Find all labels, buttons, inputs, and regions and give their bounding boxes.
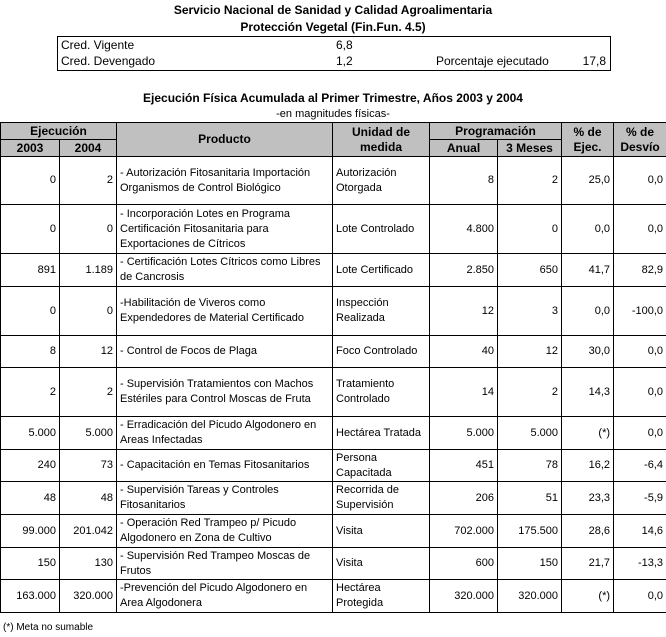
cell-unidad: Tratamiento Controlado <box>333 368 430 417</box>
table-title: Ejecución Física Acumulada al Primer Trimestre, Años 2003 y 2004 <box>143 91 523 105</box>
cell-pct-ejec: 16,2 <box>562 450 614 482</box>
cell-pct-ejec: 0,0 <box>562 287 614 336</box>
cell-2003: 5.000 <box>1 417 60 450</box>
table-row <box>1 205 666 254</box>
col-anual: Anual <box>430 140 498 157</box>
cell-3-meses: 51 <box>498 482 562 515</box>
cell-anual: 14 <box>430 368 498 417</box>
cell-pct-desvio: -6,4 <box>614 450 666 482</box>
cell-pct-ejec: 30,0 <box>562 336 614 368</box>
cell-unidad: Hectárea Tratada <box>333 417 430 450</box>
cell-anual: 320.000 <box>430 580 498 613</box>
cell-producto: - Control de Focos de Plaga <box>117 336 333 368</box>
cell-pct-ejec: (*) <box>562 580 614 613</box>
cell-pct-desvio: 14,6 <box>614 515 666 548</box>
cell-2003: 0 <box>1 287 60 336</box>
cell-3-meses: 320.000 <box>498 580 562 613</box>
cell-2003: 0 <box>1 205 60 254</box>
col-unidad: Unidad de medida <box>333 123 430 157</box>
cell-anual: 702.000 <box>430 515 498 548</box>
cell-unidad: Foco Controlado <box>333 336 430 368</box>
cell-pct-ejec: 0,0 <box>562 205 614 254</box>
cell-anual: 40 <box>430 336 498 368</box>
cell-anual: 2.850 <box>430 254 498 287</box>
col-3-meses: 3 Meses <box>498 140 562 157</box>
table-row <box>1 580 666 613</box>
cell-pct-desvio: 0,0 <box>614 205 666 254</box>
col-pct-desvio: % de Desvío <box>614 123 666 157</box>
execution-table <box>0 122 666 613</box>
credit-summary-box <box>57 36 611 71</box>
cell-producto: -Prevención del Picudo Algodonero en Area Algodonera <box>117 580 333 613</box>
cell-producto: - Capacitación en Temas Fitosanitarios <box>117 450 333 482</box>
cell-unidad: Persona Capacitada <box>333 450 430 482</box>
cell-anual: 206 <box>430 482 498 515</box>
col-producto: Producto <box>117 123 333 157</box>
cell-pct-desvio: 82,9 <box>614 254 666 287</box>
cell-3-meses: 2 <box>498 368 562 417</box>
table-row <box>1 450 666 482</box>
cell-2004: 130 <box>60 548 117 580</box>
table-row <box>1 548 666 580</box>
cell-pct-ejec: 28,6 <box>562 515 614 548</box>
col-2004: 2004 <box>60 140 117 157</box>
cell-pct-desvio: 0,0 <box>614 368 666 417</box>
cell-3-meses: 2 <box>498 157 562 205</box>
cell-unidad: Lote Controlado <box>333 205 430 254</box>
cred-vigente-label: Cred. Vigente <box>61 38 135 52</box>
program-title: Protección Vegetal (Fin.Fun. 4.5) <box>240 20 426 34</box>
cell-anual: 451 <box>430 450 498 482</box>
col-pct-ejec: % de Ejec. <box>562 123 614 157</box>
report-title: Servicio Nacional de Sanidad y Calidad Agroalimentaria <box>173 3 493 17</box>
cell-2004: 5.000 <box>60 417 117 450</box>
cell-unidad: Hectárea Protegida <box>333 580 430 613</box>
cell-pct-ejec: 41,7 <box>562 254 614 287</box>
cell-pct-ejec: 21,7 <box>562 548 614 580</box>
cell-pct-desvio: -100,0 <box>614 287 666 336</box>
cell-2003: 99.000 <box>1 515 60 548</box>
table-row <box>1 287 666 336</box>
cell-2004: 2 <box>60 368 117 417</box>
cell-3-meses: 650 <box>498 254 562 287</box>
col-ejecucion: Ejecución <box>1 123 117 140</box>
cell-unidad: Inspección Realizada <box>333 287 430 336</box>
cell-producto: - Operación Red Trampeo p/ Picudo Algodonero en Zona de Cultivo <box>117 515 333 548</box>
cell-2003: 0 <box>1 157 60 205</box>
table-row <box>1 254 666 287</box>
cred-devengado-value: 1,2 <box>336 54 353 68</box>
cell-pct-ejec: 23,3 <box>562 482 614 515</box>
cell-2004: 201.042 <box>60 515 117 548</box>
cell-pct-desvio: 0,0 <box>614 157 666 205</box>
cell-pct-desvio: -13,3 <box>614 548 666 580</box>
cell-unidad: Visita <box>333 548 430 580</box>
cell-unidad: Visita <box>333 515 430 548</box>
cell-producto: -Habilitación de Viveros como Expendedores de Material Certificado <box>117 287 333 336</box>
cell-unidad: Lote Certificado <box>333 254 430 287</box>
porcentaje-label: Porcentaje ejecutado <box>436 54 549 68</box>
cell-3-meses: 175.500 <box>498 515 562 548</box>
cell-2004: 73 <box>60 450 117 482</box>
cell-3-meses: 0 <box>498 205 562 254</box>
cell-pct-desvio: 0,0 <box>614 336 666 368</box>
cell-2004: 12 <box>60 336 117 368</box>
cell-2004: 1.189 <box>60 254 117 287</box>
cred-devengado-label: Cred. Devengado <box>61 54 156 68</box>
cell-anual: 5.000 <box>430 417 498 450</box>
cell-2004: 0 <box>60 287 117 336</box>
cell-2003: 8 <box>1 336 60 368</box>
cell-3-meses: 12 <box>498 336 562 368</box>
porcentaje-value: 17,8 <box>582 54 606 68</box>
cell-3-meses: 3 <box>498 287 562 336</box>
cell-producto: - Certificación Lotes Cítricos como Libres de Cancrosis <box>117 254 333 287</box>
table-row <box>1 368 666 417</box>
cell-3-meses: 5.000 <box>498 417 562 450</box>
col-2003: 2003 <box>1 140 60 157</box>
cell-producto: - Supervisión Red Trampeo Moscas de Frutos <box>117 548 333 580</box>
cell-2003: 150 <box>1 548 60 580</box>
cell-2004: 0 <box>60 205 117 254</box>
cell-pct-desvio: -5,9 <box>614 482 666 515</box>
cell-2003: 240 <box>1 450 60 482</box>
cell-unidad: Recorrida de Supervisión <box>333 482 430 515</box>
cell-producto: - Incorporación Lotes en Programa Certificación Fitosanitaria para Exportaciones de Cítricos <box>117 205 333 254</box>
cell-pct-ejec: 25,0 <box>562 157 614 205</box>
table-row <box>1 482 666 515</box>
cred-vigente-value: 6,8 <box>336 38 353 52</box>
table-row <box>1 336 666 368</box>
cell-producto: - Supervisión Tratamientos con Machos Estériles para Control Moscas de Fruta <box>117 368 333 417</box>
cell-2004: 2 <box>60 157 117 205</box>
cell-pct-ejec: (*) <box>562 417 614 450</box>
cell-2003: 48 <box>1 482 60 515</box>
footnote: (*) Meta no sumable <box>3 622 94 633</box>
cell-unidad: Autorización Otorgada <box>333 157 430 205</box>
cell-2003: 2 <box>1 368 60 417</box>
cell-anual: 8 <box>430 157 498 205</box>
col-programacion: Programación <box>430 123 562 140</box>
cell-pct-desvio: 0,0 <box>614 417 666 450</box>
cell-producto: - Autorización Fitosanitaria Importación Organismos de Control Biológico <box>117 157 333 205</box>
table-row <box>1 515 666 548</box>
cell-pct-desvio: 0,0 <box>614 580 666 613</box>
cell-2003: 891 <box>1 254 60 287</box>
table-row <box>1 157 666 205</box>
cell-2003: 163.000 <box>1 580 60 613</box>
table-subtitle: -en magnitudes físicas- <box>276 108 390 120</box>
cell-3-meses: 150 <box>498 548 562 580</box>
table-row <box>1 417 666 450</box>
cell-2004: 48 <box>60 482 117 515</box>
cell-2004: 320.000 <box>60 580 117 613</box>
cell-producto: - Erradicación del Picudo Algodonero en Areas Infectadas <box>117 417 333 450</box>
cell-producto: - Supervisión Tareas y Controles Fitosanitarios <box>117 482 333 515</box>
cell-3-meses: 78 <box>498 450 562 482</box>
cell-anual: 4.800 <box>430 205 498 254</box>
cell-anual: 12 <box>430 287 498 336</box>
cell-anual: 600 <box>430 548 498 580</box>
cell-pct-ejec: 14,3 <box>562 368 614 417</box>
